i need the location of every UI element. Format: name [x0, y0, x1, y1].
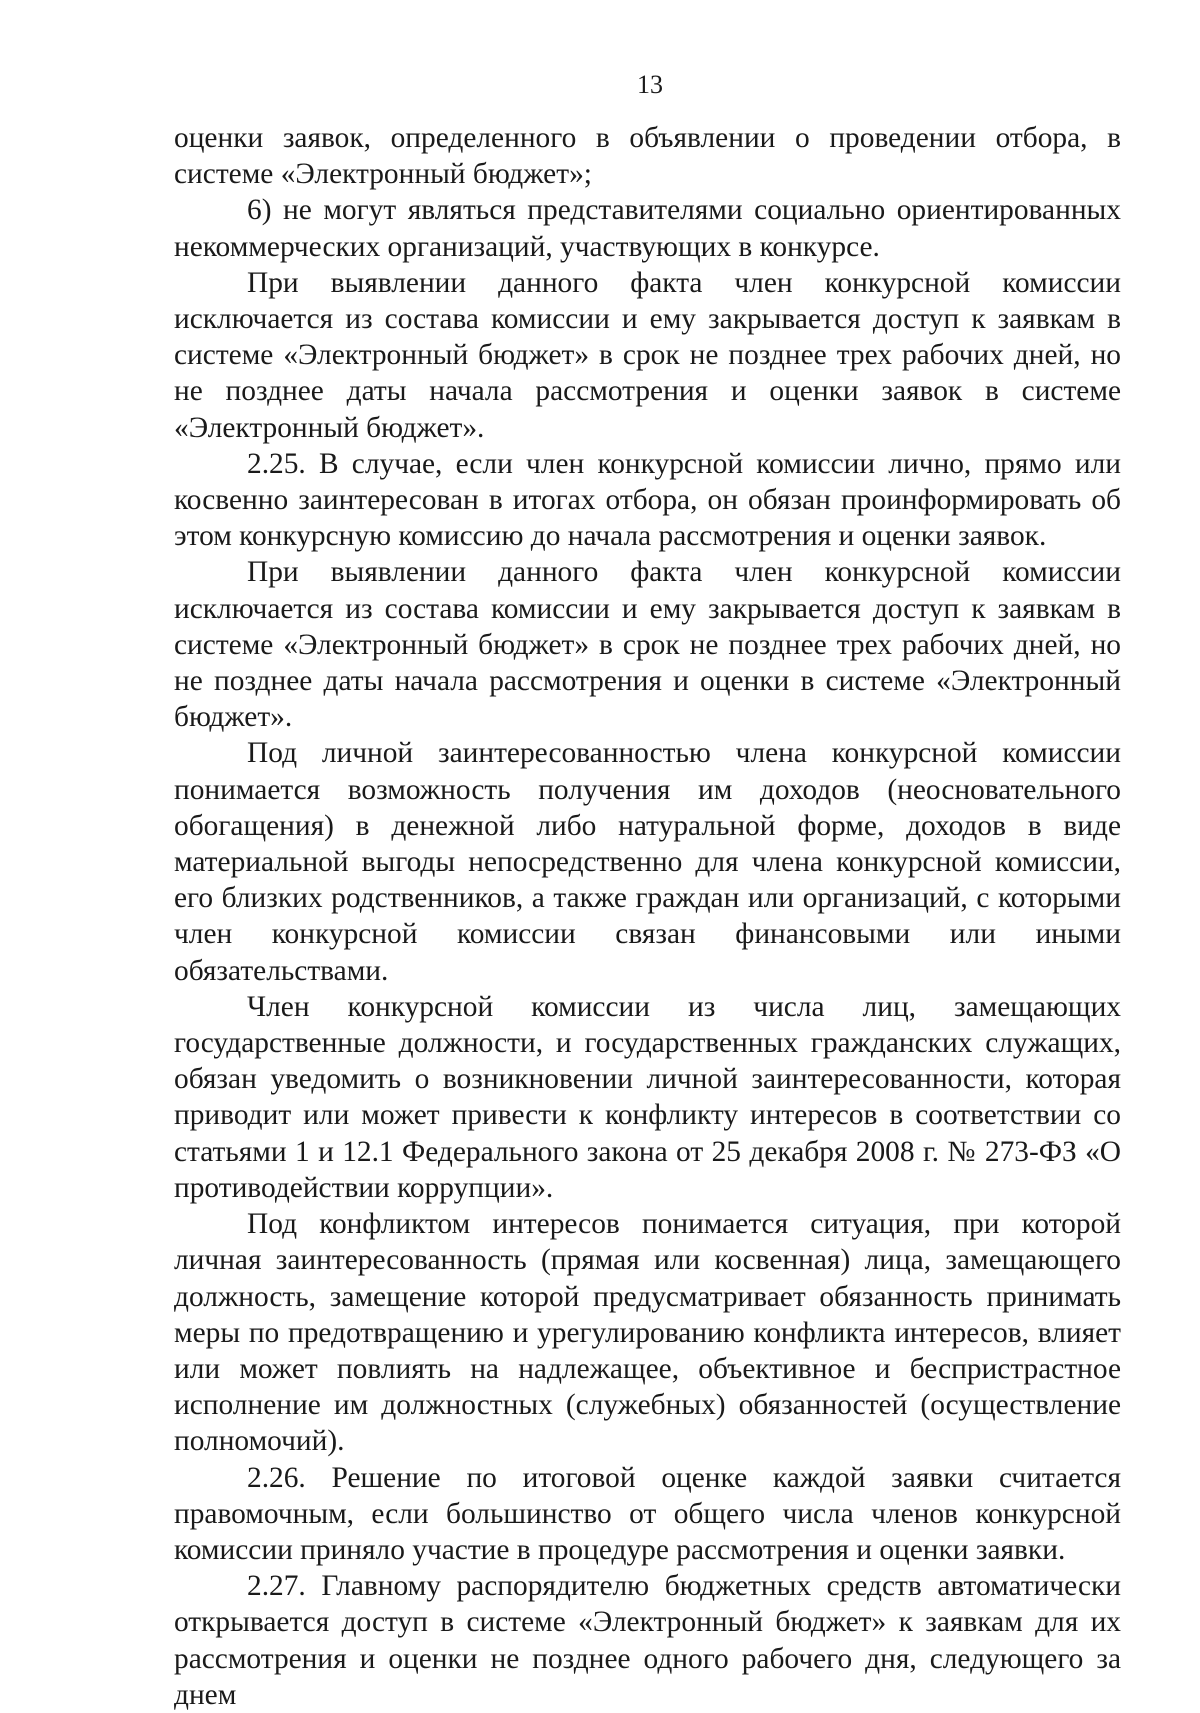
document-body [174, 120, 1121, 1713]
paragraph-exclusion-1: При выявлении данного факта член конкурсной комиссии исключается из состава комиссии и ему закрывается доступ к заявкам в системе «Электронный бюджет» в срок не позднее трех рабочих дней, но не позднее даты начала рассмотрения и оценки заявок в системе «Электронный бюджет». [174, 266, 1121, 444]
paragraph-conflict-of-interest: Под конфликтом интересов понимается ситуация, при которой личная заинтересованность (прямая или косвенная) лица, замещающего должность, замещение которой предусматривает обязанность принимать меры по предотвращению и урегулированию конфликта интересов, влияет или может повлиять на надлежащее, объективное и беспристрастное исполнение им должностных (служебных) обязанностей (осуществление полномочий). [174, 1208, 1121, 1458]
paragraph-2-27: 2.27. Главному распорядителю бюджетных средств автоматически открывается доступ в системе «Электронный бюджет» к заявкам для их рассмотрения и оценки не позднее одного рабочего дня, следующего за днем [174, 1570, 1121, 1711]
paragraph-exclusion-2: При выявлении данного факта член конкурсной комиссии исключается из состава комиссии и ему закрывается доступ к заявкам в системе «Электронный бюджет» в срок не позднее трех рабочих дней, но не позднее даты начала рассмотрения и оценки в системе «Электронный бюджет». [174, 556, 1121, 734]
paragraph-continuation: оценки заявок, определенного в объявлении о проведении отбора, в системе «Электронный бюджет»; [174, 122, 1121, 191]
paragraph-2-25: 2.25. В случае, если член конкурсной комиссии лично, прямо или косвенно заинтересован в итогах отбора, он обязан проинформировать об этом конкурсную комиссию до начала рассмотрения и оценки заявок. [174, 447, 1121, 553]
paragraph-notification: Член конкурсной комиссии из числа лиц, замещающих государственные должности, и государственных гражданских служащих, обязан уведомить о возникновении личной заинтересованности, которая приводит или может привести к конфликту интересов в соответствии со статьями 1 и 12.1 Федерального закона от 25 декабря 2008 г. № 273-ФЗ «О противодействии коррупции». [174, 990, 1121, 1204]
paragraph-item-6: 6) не могут являться представителями социально ориентированных некоммерческих организаций, участвующих в конкурсе. [174, 194, 1121, 263]
paragraph-personal-interest: Под личной заинтересованностью члена конкурсной комиссии понимается возможность получения им доходов (неосновательного обогащения) в денежной либо натуральной форме, доходов в виде материальной выгоды непосредственно для члена конкурсной комиссии, его близких родственников, а также граждан или организаций, с которыми член конкурсной комиссии связан финансовыми или иными обязательствами. [174, 737, 1121, 987]
paragraph-2-26: 2.26. Решение по итоговой оценке каждой заявки считается правомочным, если большинство от общего числа членов конкурсной комиссии приняло участие в процедуре рассмотрения и оценки заявки. [174, 1461, 1121, 1566]
page-number: 13 [637, 70, 663, 99]
